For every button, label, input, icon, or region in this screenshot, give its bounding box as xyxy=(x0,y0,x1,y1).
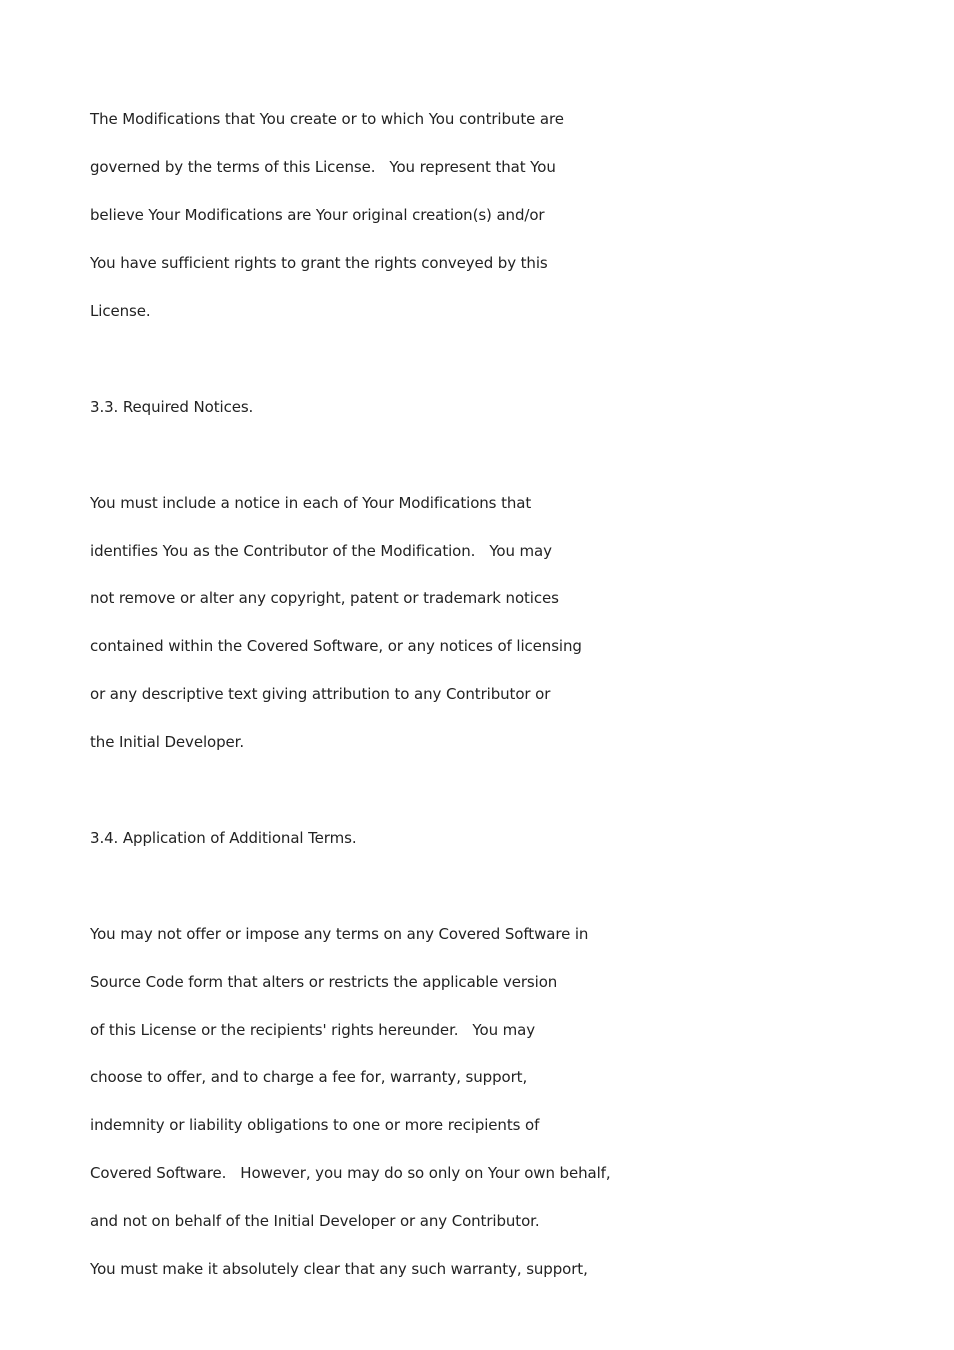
paragraph-line: believe Your Modifications are Your original creation(s) and/or xyxy=(90,206,545,224)
paragraph-line: and not on behalf of the Initial Developer or any Contributor. xyxy=(90,1212,540,1230)
paragraph-line: or any descriptive text giving attribution to any Contributor or xyxy=(90,685,551,703)
paragraph-line: contained within the Covered Software, or any notices of licensing xyxy=(90,637,582,655)
paragraph-line: indemnity or liability obligations to one or more recipients of xyxy=(90,1116,540,1134)
paragraph-line: Source Code form that alters or restricts the applicable version xyxy=(90,973,558,991)
paragraph-line: the Initial Developer. xyxy=(90,733,244,751)
paragraph-line: You must make it absolutely clear that any such warranty, support, xyxy=(90,1260,588,1278)
paragraph-line: The Modifications that You create or to which You contribute are xyxy=(90,110,564,128)
section-heading: 3.4. Application of Additional Terms. xyxy=(90,829,357,847)
paragraph-line: You must include a notice in each of Your Modifications that xyxy=(90,494,532,512)
paragraph-line: Covered Software. However, you may do so only on Your own behalf, xyxy=(90,1164,611,1182)
paragraph-line: License. xyxy=(90,302,151,320)
paragraph-line: of this License or the recipients' rights hereunder. You may xyxy=(90,1021,536,1039)
paragraph-line: You have sufficient rights to grant the rights conveyed by this xyxy=(90,254,548,272)
paragraph-line: You may not offer or impose any terms on any Covered Software in xyxy=(90,925,589,943)
paragraph-line: not remove or alter any copyright, patent or trademark notices xyxy=(90,589,559,607)
section-heading: 3.3. Required Notices. xyxy=(90,398,254,416)
paragraph-line: choose to offer, and to charge a fee for, warranty, support, xyxy=(90,1068,528,1086)
paragraph-line: governed by the terms of this License. You represent that You xyxy=(90,158,556,176)
paragraph-line: identifies You as the Contributor of the Modification. You may xyxy=(90,542,552,560)
